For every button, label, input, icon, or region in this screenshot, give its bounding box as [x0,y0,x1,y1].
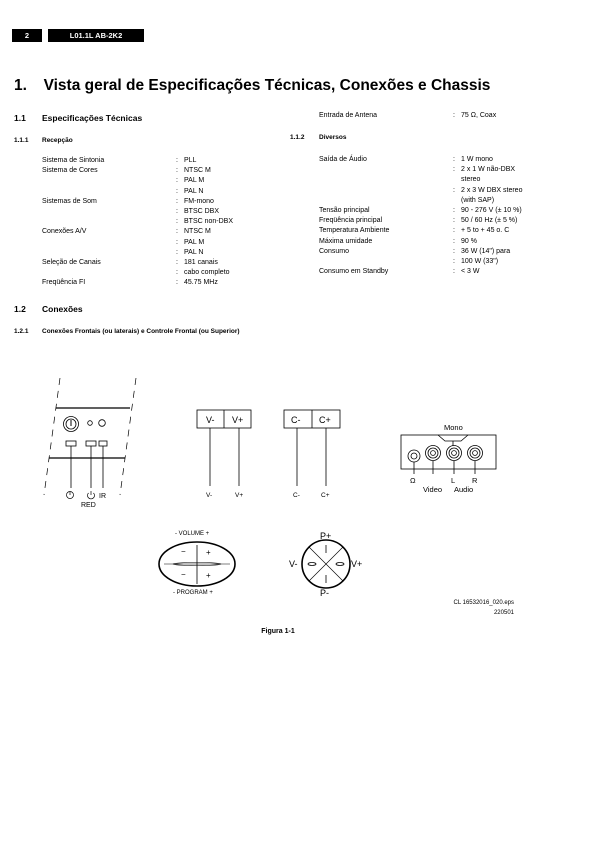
spec-value: 90 - 276 V (± 10 %) [461,206,522,214]
spec-value: (with SAP) [461,196,495,204]
section-1-2-title: Conexões [42,304,83,314]
spec-label: Consumo em Standby [319,268,389,276]
section-1-2-1-number: 1.2.1 [14,328,29,335]
page-number: 2 [24,31,30,40]
spec-colon: : [176,197,178,205]
speaker-a-right-terminal: V+ [235,492,244,499]
figure-ref-file: CL 16532016_020.eps [453,600,514,606]
chapter-title-text: Vista geral de Especificações Técnicas, Conexões e Chassis [43,77,491,94]
speaker-b-right-terminal: C+ [321,492,330,499]
spec-colon: : [176,238,178,246]
spec-value: 75 Ω, Coax [461,112,497,119]
spec-value: BTSC non-DBX [184,218,234,226]
spec-value: 2 x 3 W DBX stereo [461,186,523,194]
mono-label: Mono [444,423,463,432]
spec-label: Sistema de Sintonia [42,157,105,164]
spec-value: FM-mono [184,197,214,205]
standby-symbol-icon [88,491,95,499]
section-1-1-2-title: Diversos [319,134,347,141]
section-1-1-number: 1.1 [14,113,26,123]
spec-colon: : [453,257,455,265]
spec-colon: : [453,247,455,255]
spec-label: Freqüência FI [42,279,86,287]
chapter-number: 1. [14,77,27,94]
volume-minus-button[interactable]: − [181,547,186,556]
spec-value: < 3 W [461,268,480,276]
spec-value: PAL N [184,248,204,256]
spec-colon: : [453,217,455,225]
spec-value: PAL N [184,187,204,195]
spec-value: PAL M [184,238,205,246]
spec-label: Saída de Áudio [319,156,367,163]
spec-label: Temperatura Ambiente [319,227,390,235]
audio-l-jack-icon [447,446,462,461]
program-plus-button[interactable]: + [206,571,211,580]
spec-value: PLL [184,157,197,164]
spec-colon: : [176,167,178,175]
section-1-1-1-number: 1.1.1 [14,137,29,144]
spec-colon: : [176,177,178,185]
spec-colon: : [176,248,178,256]
speaker-b-right-label: C+ [319,415,331,425]
section-1-1-1-title: Recepção [42,137,73,144]
spec-value: 100 W (33") [461,257,499,265]
spec-value: 2 x 1 W não-DBX [461,166,516,174]
spec-label: Máxima umidade [319,237,373,245]
power-symbol-icon [67,492,74,499]
headphone-symbol: Ω [410,476,416,485]
spec-colon: : [453,186,455,194]
cross-left-label: V- [289,559,298,569]
speaker-b-left-terminal: C- [293,492,300,499]
program-minus-button[interactable]: − [181,570,186,579]
spec-colon: : [453,268,455,276]
headphone-jack-icon [408,450,420,462]
figure-ref-date: 220501 [493,610,514,616]
spec-colon: : [176,228,178,236]
video-label: Video [423,485,443,494]
spec-colon: : [176,269,178,277]
spec-value: 45.75 MHz [184,279,218,287]
spec-label: Entrada de Antena [319,112,377,119]
section-1-2-number: 1.2 [14,304,26,314]
cross-top-label: P+ [320,531,332,541]
program-label: - PROGRAM + [173,590,213,596]
speaker-a-right-label: V+ [232,415,244,425]
spec-label: Conexões A/V [42,228,87,236]
front-panel-drawing [44,378,136,499]
audio-label: Audio [454,485,474,494]
speaker-a-left-label: V- [206,415,215,425]
spec-label: Freqüência principal [319,217,383,225]
spec-value: PAL M [184,177,205,185]
spec-colon: : [176,218,178,226]
power-button-drawing [64,417,79,432]
audio-r-jack-icon [468,446,483,461]
spec-value: cabo completo [184,269,230,277]
spec-colon: : [453,166,455,174]
section-1-2-1-title: Conexões Frontais (ou laterais) e Controle Frontal (ou Superior) [42,328,240,335]
audio-l-label: L [451,476,456,485]
model-code: L01.1L AB-2K2 [69,31,123,40]
spec-colon: : [176,207,178,215]
video-jack-icon [426,446,441,461]
spec-value: 36 W (14") para [461,247,511,255]
spec-colon: : [453,206,455,214]
spec-label: Sistemas de Som [42,197,97,205]
ir-label: IR [99,493,106,500]
spec-value: NTSC M [184,167,211,175]
spec-colon: : [453,156,455,163]
spec-colon: : [176,187,178,195]
red-label: RED [81,502,96,509]
oval-control-pad [159,542,235,586]
speaker-b-left-label: C- [291,415,301,425]
spec-colon: : [453,237,455,245]
spec-value: NTSC M [184,228,211,236]
spec-value: 50 / 60 Hz (± 5 %) [461,217,518,225]
spec-colon: : [453,112,455,119]
spec-colon: : [453,227,455,235]
spec-label: Sistema de Cores [42,167,98,175]
section-1-1-2-number: 1.1.2 [290,134,305,141]
audio-r-label: R [472,476,478,485]
cross-right-label: V+ [351,559,363,569]
spec-label: Seleção de Canais [42,258,101,266]
cross-bottom-label: P- [320,588,329,598]
spec-value: 90 % [461,237,477,245]
spec-colon: : [176,279,178,287]
spec-value: 181 canais [184,258,218,266]
spec-label: Consumo [319,247,349,255]
spec-colon: : [176,258,178,266]
section-1-1-title: Especificações Técnicas [42,113,143,123]
spec-value: 1 W mono [461,156,493,163]
speaker-a-left-terminal: V- [206,492,213,499]
spec-value: + 5 to + 45 o. C [461,227,510,235]
figure-caption: Figura 1-1 [261,628,295,635]
av-panel-drawing [401,435,496,474]
spec-colon: : [176,157,178,164]
spec-value: stereo [461,176,481,184]
spec-value: BTSC DBX [184,207,220,215]
volume-label: - VOLUME + [175,531,210,537]
volume-plus-button[interactable]: + [206,548,211,557]
spec-label: Tensão principal [319,206,370,214]
